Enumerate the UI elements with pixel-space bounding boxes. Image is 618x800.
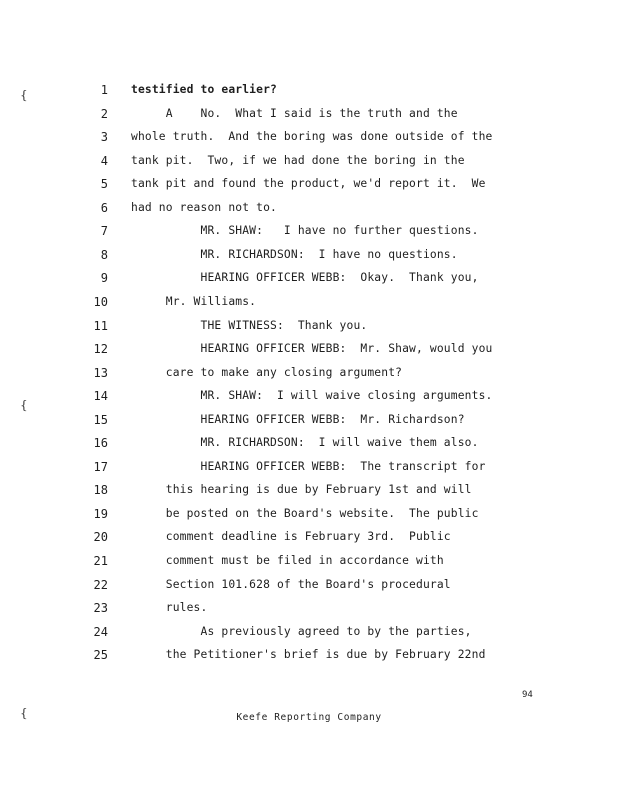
line-number: 10	[93, 294, 108, 309]
line-number: 18	[93, 483, 108, 498]
page-number: 94	[522, 690, 533, 700]
line-number: 9	[100, 271, 108, 286]
transcript-line: Section 101.628 of the Board's procedural	[131, 577, 451, 591]
line-number: 2	[100, 106, 108, 121]
transcript-line: HEARING OFFICER WEBB: The transcript for	[131, 459, 486, 473]
line-number: 25	[93, 648, 108, 663]
line-number: 17	[93, 459, 108, 474]
line-number: 1	[100, 83, 108, 97]
transcript-line: HEARING OFFICER WEBB: Mr. Shaw, would you	[131, 342, 493, 356]
transcript-line: THE WITNESS: Thank you.	[131, 318, 368, 332]
transcript-line: Mr. Williams.	[131, 294, 257, 308]
transcript-line: be posted on the Board's website. The public	[131, 506, 479, 520]
line-number: 5	[100, 177, 108, 192]
line-number: 7	[100, 224, 108, 239]
line-number: 8	[100, 247, 108, 262]
margin-bracket-top: {	[20, 88, 28, 102]
transcript-line: MR. SHAW: I have no further questions.	[131, 224, 479, 238]
transcript-line: tank pit. Two, if we had done the boring in the	[131, 153, 465, 167]
reporter-footer: Keefe Reporting Company	[236, 712, 382, 723]
line-number: 16	[93, 436, 108, 451]
transcript-line: comment must be filed in accordance with	[131, 554, 444, 567]
line-number: 14	[93, 389, 108, 404]
transcript-line: A No. What I said is the truth and the	[131, 106, 458, 120]
line-number: 19	[93, 506, 108, 521]
line-number: 24	[93, 624, 108, 639]
line-number: 3	[100, 130, 108, 145]
transcript-line: rules.	[131, 601, 208, 615]
transcript-line: As previously agreed to by the parties,	[131, 624, 472, 638]
line-number: 4	[100, 153, 108, 168]
margin-bracket-middle: {	[20, 398, 28, 412]
transcript-line: MR. RICHARDSON: I will waive them also.	[131, 436, 479, 450]
line-number: 13	[93, 365, 108, 380]
transcript-line: care to make any closing argument?	[131, 365, 403, 379]
line-number: 23	[93, 601, 108, 616]
line-number: 11	[93, 318, 108, 333]
transcript-line: had no reason not to.	[131, 200, 277, 214]
line-number: 20	[93, 530, 108, 545]
line-number: 6	[100, 200, 108, 215]
transcript-line: whole truth. And the boring was done outside of the	[131, 130, 493, 144]
transcript-line: the Petitioner's brief is due by February 22nd	[131, 648, 486, 662]
transcript-line: comment deadline is February 3rd. Public	[131, 530, 451, 544]
line-number: 15	[93, 412, 108, 427]
transcript-line: MR. RICHARDSON: I have no questions.	[131, 247, 458, 261]
line-number: 21	[93, 554, 108, 568]
transcript-line: this hearing is due by February 1st and will	[131, 483, 472, 497]
transcript-line: MR. SHAW: I will waive closing arguments.	[131, 389, 493, 403]
transcript-line: testified to earlier?	[131, 83, 277, 96]
line-number: 12	[93, 342, 108, 357]
transcript-line: HEARING OFFICER WEBB: Okay. Thank you,	[131, 271, 479, 285]
margin-bracket-bottom: {	[20, 706, 28, 720]
transcript-line: HEARING OFFICER WEBB: Mr. Richardson?	[131, 412, 465, 426]
transcript-line: tank pit and found the product, we'd report it. We	[131, 177, 486, 191]
line-number: 22	[93, 577, 108, 592]
